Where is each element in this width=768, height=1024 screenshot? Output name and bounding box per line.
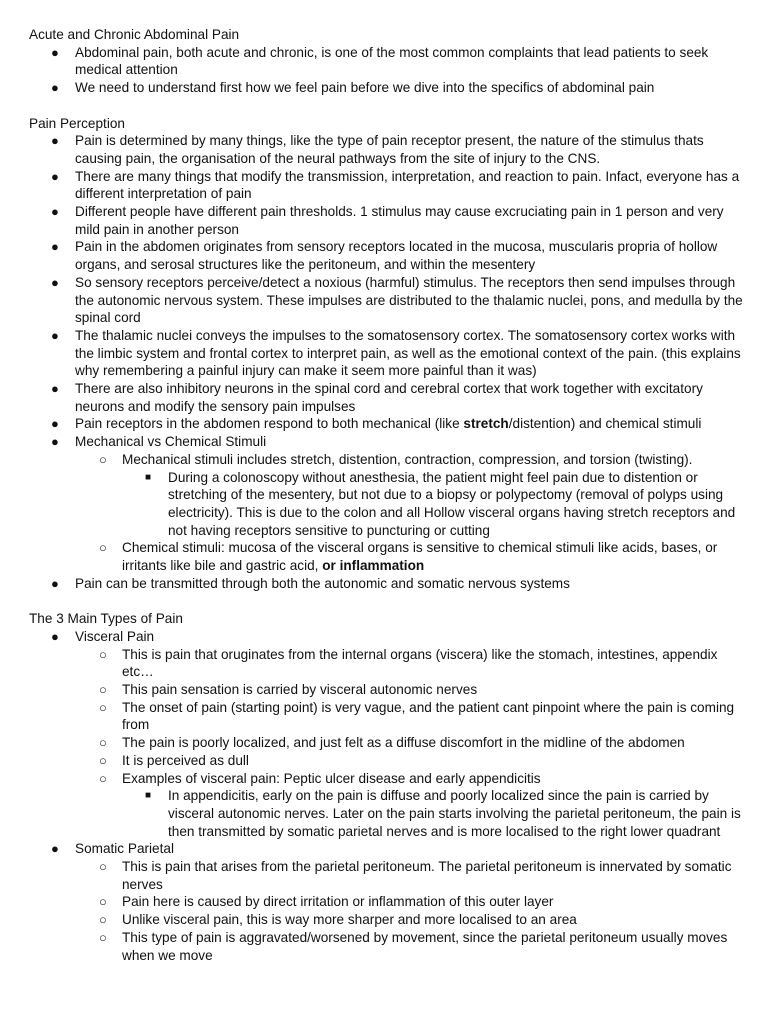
bullet-icon: ● [51, 434, 59, 450]
bullet-icon: ● [51, 841, 59, 857]
bullet-icon: ● [51, 274, 59, 290]
circle-bullet-icon: ○ [99, 770, 107, 786]
list-item: ● So sensory receptors perceive/detect a noxious (harmful) stimulus. The receptors then send impulses through the autonomic nervous system. These impulses are distributed to the thalamic nuclei, pons, and medulla by the spinal cord [51, 274, 743, 326]
circle-bullet-icon: ○ [99, 735, 107, 751]
list-item: ● There are also inhibitory neurons in the spinal cord and cerebral cortex that work together with excitatory neurons and modify the sensory pain impulses [51, 381, 703, 414]
visceral-sublist [29, 646, 748, 841]
list-item: ● Mechanical vs Chemical Stimuli ○ Mechanical stimuli includes stretch, distention, contraction, compression, and torsion (twisting). ■ During a colonoscopy without anesthesia, the patient might feel pain due to distention or stretching of the mesentery, but not due to a biopsy or polypectomy (removal of polyps using electricity). This is due to the colon and all Hollow visceral organs having stretch receptors and not having receptors sensitive to puncturing or cutting ○ Chemical stimuli: mucosa of the visceral organs is sensitive to chemical stimuli like acids, bases, or irritants like bile and gastric acid, or inflammation [29, 433, 748, 575]
list-item: ○ This is pain that oruginates from the internal organs (viscera) like the stomach, intestines, appendix etc… [99, 646, 718, 680]
bullet-icon: ● [51, 133, 59, 149]
list-item: ● There are many things that modify the transmission, interpretation, and reaction to pain. Infact, everyone has a different interpretation of pain [51, 168, 740, 202]
perception-list [29, 132, 748, 592]
list-item: ○ Examples of visceral pain: Peptic ulcer disease and early appendicitis ■ In appendicitis, early on the pain is diffuse and poorly localized since the pain is carried by visceral autonomic nerves. Later on the pain starts involving the parietal peritoneum, the pain is then transmitted by somatic parietal nerves and is more localised to the right lower quadrant [29, 770, 748, 841]
list-item: ● The thalamic nuclei conveys the impulses to the somatosensory cortex. The somatosensory cortex works with the limbic system and frontal cortex to interpret pain, as well as the emotional context of the pain. (this explains why remembering a painful injury can make it seem more painful than it was) [51, 327, 741, 379]
list-item: ● Pain can be transmitted through both the autonomic and somatic nervous systems [51, 575, 570, 591]
circle-bullet-icon: ○ [99, 681, 107, 697]
somatic-sublist [29, 858, 748, 964]
bullet-icon: ● [51, 80, 59, 96]
mech-chem-sublist [29, 451, 748, 575]
list-item: ■ In appendicitis, early on the pain is diffuse and poorly localized since the pain is carried by visceral autonomic nerves. Later on the pain starts involving the parietal peritoneum, the pain is then transmitted by somatic parietal nerves and is more localised to the right lower quadrant [145, 788, 741, 839]
list-item: ○ This pain sensation is carried by visceral autonomic nerves [99, 681, 478, 697]
circle-bullet-icon: ○ [99, 912, 107, 928]
bullet-icon: ● [51, 168, 59, 184]
circle-bullet-icon: ○ [99, 451, 107, 467]
circle-bullet-icon: ○ [99, 540, 107, 556]
list-item: ○ Pain here is caused by direct irritation or inflammation of this outer layer [99, 894, 554, 910]
circle-bullet-icon: ○ [99, 929, 107, 945]
acute-list [29, 44, 748, 97]
section-heading-types: The 3 Main Types of Pain [29, 611, 183, 627]
list-item: ○ Mechanical stimuli includes stretch, distention, contraction, compression, and torsion (twisting). ■ During a colonoscopy without anesthesia, the patient might feel pain due to distention or stretching of the mesentery, but not due to a biopsy or polypectomy (removal of polyps using electricity). This is due to the colon and all Hollow visceral organs having stretch receptors and not having receptors sensitive to puncturing or cutting [29, 451, 748, 540]
list-item: ● Pain is determined by many things, like the type of pain receptor present, the nature of the stimulus thats causing pain, the organisation of the neural pathways from the site of injury to the CNS. [51, 133, 704, 166]
bullet-icon: ● [51, 204, 59, 220]
circle-bullet-icon: ○ [99, 752, 107, 768]
list-item: ● Abdominal pain, both acute and chronic, is one of the most common complaints that lead patients to seek medical attention [51, 44, 709, 78]
mechanical-sublist [29, 469, 748, 540]
list-item: ● Somatic Parietal ○ This is pain that arises from the parietal peritoneum. The parietal peritoneum is innervated by somatic nerves ○ Pain here is caused by direct irritation or inflammation of this outer layer ○ Unlike visceral pain, this is way more sharper and more localised to an area ○ This type of pain is aggravated/worsened by movement, since the parietal peritoneum usually moves when we move [29, 840, 748, 964]
circle-bullet-icon: ○ [99, 646, 107, 662]
bullet-icon: ● [51, 628, 59, 644]
list-item: ● Different people have different pain thresholds. 1 stimulus may cause excruciating pain in 1 person and very mild pain in another person [51, 204, 724, 237]
bullet-icon: ● [51, 416, 59, 432]
list-item: ■ During a colonoscopy without anesthesia, the patient might feel pain due to distention or stretching of the mesentery, but not due to a biopsy or polypectomy (removal of polyps using electricity). This is due to the colon and all Hollow visceral organs having stretch receptors and not having receptors sensitive to puncturing or cutting [145, 469, 736, 538]
bullet-icon: ● [51, 44, 59, 60]
bullet-icon: ● [51, 239, 59, 255]
list-item: ○ The pain is poorly localized, and just felt as a diffuse discomfort in the midline of the abdomen [99, 735, 685, 751]
section-heading-perception: Pain Perception [29, 115, 125, 131]
list-item: ○ It is perceived as dull [99, 752, 249, 768]
spacer [29, 97, 748, 115]
list-item: ○ Chemical stimuli: mucosa of the visceral organs is sensitive to chemical stimuli like acids, bases, or irritants like bile and gastric acid, or inflammation [99, 540, 718, 574]
bullet-icon: ● [51, 575, 59, 591]
list-item: ● Visceral Pain ○ This is pain that oruginates from the internal organs (viscera) like the stomach, intestines, appendix etc… ○ This pain sensation is carried by visceral autonomic nerves ○ The onset of pain (starting point) is very vague, and the patient cant pinpoint where the pain is coming from ○ The pain is poorly localized, and just felt as a diffuse discomfort in the midline of the abdomen ○ It is perceived as dull ○ Examples of visceral pain: Peptic ulcer disease and early appendicitis ■ In appendicitis, early on the pain is diffuse and poorly localized since the pain is carried by visceral autonomic nerves. Later on the pain starts involving the parietal peritoneum, the pain is then transmitted by somatic parietal nerves and is more localised to the right lower quadrant [29, 628, 748, 840]
spacer [29, 592, 748, 610]
bold-term: or inflammation [322, 558, 425, 574]
list-item: ● Pain receptors in the abdomen respond to both mechanical (like stretch/distention) and chemical stimuli [51, 416, 702, 432]
list-item: ● We need to understand first how we feel pain before we dive into the specifics of abdominal pain [51, 80, 655, 96]
square-bullet-icon: ■ [145, 471, 152, 483]
list-item: ● Pain in the abdomen originates from sensory receptors located in the mucosa, muscularis propria of hollow organs, and serosal structures like the peritoneum, and within the mesentery [51, 239, 718, 273]
circle-bullet-icon: ○ [99, 859, 107, 875]
list-item: ○ The onset of pain (starting point) is very vague, and the patient cant pinpoint where the pain is coming from [99, 699, 735, 733]
bullet-icon: ● [51, 327, 59, 343]
list-item: ○ This type of pain is aggravated/worsened by movement, since the parietal peritoneum usually moves when we move [99, 929, 728, 963]
bullet-icon: ● [51, 381, 59, 397]
list-item: ○ Unlike visceral pain, this is way more sharper and more localised to an area [99, 912, 577, 928]
circle-bullet-icon: ○ [99, 894, 107, 910]
bold-term: stretch [463, 416, 509, 432]
types-list [29, 628, 748, 964]
list-item: ○ This is pain that arises from the parietal peritoneum. The parietal peritoneum is innervated by somatic nerves [99, 859, 732, 892]
circle-bullet-icon: ○ [99, 699, 107, 715]
appendicitis-sublist [29, 787, 748, 840]
section-heading-acute: Acute and Chronic Abdominal Pain [29, 27, 240, 42]
square-bullet-icon: ■ [145, 790, 152, 802]
